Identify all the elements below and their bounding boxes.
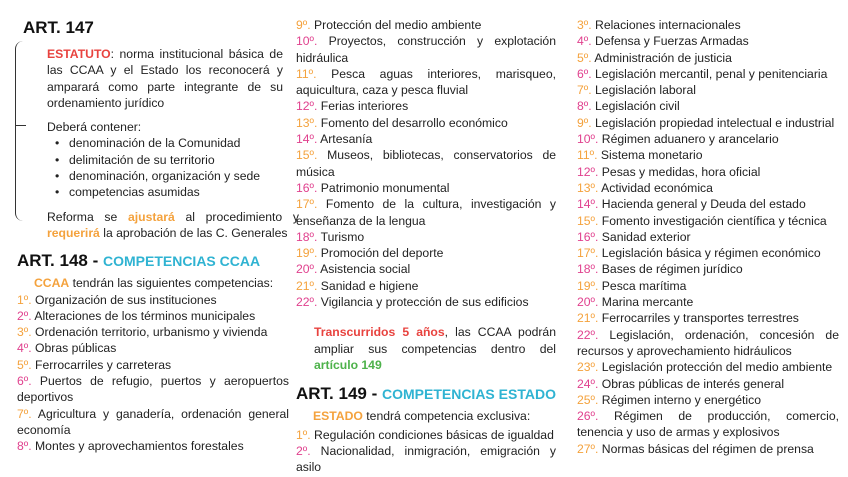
estatuto-paragraph: ESTATUTO: norma institucional básica de las CCAA y el Estado los reconocerá y amparará como parte integrante de su ordenamiento jurídico [47, 47, 283, 110]
art148-heading [17, 250, 289, 272]
competence-item [296, 66, 556, 99]
item-text: Protección del medio ambiente [310, 18, 482, 32]
item-number: 16º. [577, 229, 599, 244]
item-text: Montes y aprovechamientos forestales [31, 439, 244, 454]
item-number: 19º. [577, 278, 599, 293]
transcurridos-paragraph: Transcurridos 5 años, las CCAA podrán ampliar sus competencias dentro del artículo 149 [314, 325, 556, 372]
competence-item [577, 196, 839, 212]
competence-item [577, 164, 839, 180]
item-text: Legislación, ordenación, concesión de recursos y aprovechamiento hidráulicos [577, 327, 839, 358]
contener-list [47, 135, 289, 200]
competence-item [296, 17, 556, 33]
item-text: Defensa y Fuerzas Armadas [591, 34, 749, 49]
item-number: 1º. [296, 427, 311, 442]
competence-item [296, 229, 556, 245]
item-number: 17º. [296, 197, 318, 212]
item-text: Sistema monetario [597, 148, 703, 163]
item-number: 13º. [577, 180, 599, 195]
item-number: 3º. [577, 18, 592, 32]
item-text: Fomento investigación científica y técnica [598, 213, 827, 228]
competence-item [296, 131, 556, 147]
item-text: Legislación civil [591, 99, 680, 114]
item-number: 14º. [296, 132, 318, 147]
item-text: Régimen aduanero y arancelario [598, 132, 779, 147]
item-number: 18º. [577, 262, 599, 277]
item-text: Puertos de refugio, puertos y aeropuertos deportivos [17, 374, 289, 405]
contener-label: Deberá contener: [47, 120, 142, 135]
item-number: 6º. [17, 374, 32, 389]
item-number: 19º. [296, 246, 318, 261]
contener-bullet-item: • competencias asumidas [67, 184, 289, 200]
bracket-decoration [15, 41, 30, 221]
competence-item [296, 180, 556, 196]
item-text: Hacienda general y Deuda del estado [598, 197, 806, 212]
item-text: Regulación condiciones básicas de igualdad [310, 427, 554, 442]
competence-item [17, 340, 289, 356]
competence-item [577, 359, 839, 375]
item-number: 10º. [296, 34, 318, 49]
item-number: 6º. [577, 66, 592, 81]
competence-item [17, 406, 289, 439]
art148-intro: CCAA tendrán las siguientes competencias: [34, 276, 274, 291]
item-number: 11º. [577, 148, 598, 163]
item-text: Marina mercante [598, 295, 694, 310]
competence-item [17, 357, 289, 373]
competence-item [296, 245, 556, 261]
competence-item [577, 17, 839, 33]
competence-item [296, 115, 556, 131]
item-text: Alteraciones de los términos municipales [31, 308, 256, 323]
item-number: 24º. [577, 376, 599, 391]
item-number: 11º. [296, 66, 317, 81]
item-number: 8º. [17, 439, 32, 454]
competence-item [296, 33, 556, 66]
item-number: 5º. [577, 50, 592, 65]
competence-item [296, 427, 556, 443]
item-number: 9º. [577, 115, 592, 130]
column-right [577, 17, 839, 457]
item-number: 22º. [577, 327, 599, 342]
contener-bullet-item: • delimitación de su territorio [67, 152, 289, 168]
item-number: 20º. [577, 295, 599, 310]
item-number: 7º. [17, 406, 32, 421]
item-text: Nacionalidad, inmigración, emigración y asilo [296, 443, 556, 475]
item-text: Turismo [317, 229, 365, 244]
competence-item [577, 147, 839, 163]
competence-item [577, 213, 839, 229]
item-text: Asistencia social [317, 262, 411, 277]
contener-bullet-item: • denominación, organización y sede [67, 168, 289, 184]
competence-item [577, 261, 839, 277]
item-number: 18º. [296, 229, 318, 244]
item-text: Régimen interno y energético [598, 392, 761, 407]
item-number: 17º. [577, 246, 599, 261]
item-text: Ordenación territorio, urbanismo y vivienda [31, 325, 268, 340]
competence-item [296, 196, 556, 229]
competence-item [296, 261, 556, 277]
item-number: 3º. [17, 325, 32, 340]
competence-item [577, 441, 839, 457]
item-text: Obras públicas de interés general [598, 376, 785, 391]
art148-list-part1 [17, 292, 289, 455]
item-number: 21º. [577, 311, 599, 326]
competence-item [17, 292, 289, 308]
item-text: Sanidad exterior [598, 229, 691, 244]
item-number: 22º. [296, 295, 318, 310]
competence-item [296, 294, 556, 310]
competence-item [577, 66, 839, 82]
item-text: Pesas y medidas, hora oficial [598, 164, 761, 179]
item-text: Sanidad e higiene [317, 278, 419, 293]
item-number: 10º. [577, 132, 599, 147]
item-text: Legislación propiedad intelectual e industrial [591, 115, 835, 130]
item-number: 5º. [17, 357, 32, 372]
art149-intro: ESTADO tendrá competencia exclusiva: [313, 409, 531, 424]
item-number: 15º. [577, 213, 599, 228]
competence-item [17, 324, 289, 340]
competence-item [17, 373, 289, 406]
competence-item [577, 180, 839, 196]
item-number: 1º. [17, 292, 32, 307]
competence-item [296, 147, 556, 180]
item-text: Relaciones internacionales [591, 18, 741, 32]
contener-bullet-item: • denominación de la Comunidad [67, 135, 289, 151]
competence-item [577, 327, 839, 360]
item-number: 15º. [296, 148, 318, 163]
item-text: Agricultura y ganadería, ordenación general economía [17, 406, 289, 437]
competence-item [17, 438, 289, 454]
item-text: Obras públicas [31, 341, 117, 356]
item-text: Ferrocarriles y carreteras [31, 357, 172, 372]
competence-item [577, 245, 839, 261]
item-text: Régimen de producción, comercio, tenencia y uso de armas y explosivos [577, 409, 839, 440]
item-number: 7º. [577, 83, 592, 98]
art148-title: ART. 148 - [17, 251, 103, 271]
item-text: Normas básicas del régimen de prensa [598, 441, 814, 456]
item-number: 13º. [296, 115, 318, 130]
item-text: Ferias interiores [317, 99, 409, 114]
item-number: 9º. [296, 18, 311, 32]
competence-item [577, 278, 839, 294]
competence-item [296, 443, 556, 476]
item-text: Museos, bibliotecas, conservatorios de música [296, 148, 556, 179]
column-middle [296, 17, 556, 475]
item-number: 27º. [577, 441, 599, 456]
item-text: Organización de sus instituciones [31, 292, 217, 307]
item-text: Vigilancia y protección de sus edificios [317, 295, 529, 310]
item-text: Promoción del deporte [317, 246, 444, 261]
item-text: Legislación laboral [591, 83, 696, 98]
item-text: Ferrocarriles y transportes terrestres [598, 311, 799, 326]
item-number: 12º. [296, 99, 318, 114]
item-text: Pesca aguas interiores, marisqueo, aquicultura, caza y pesca fluvial [296, 66, 556, 98]
competence-item [577, 50, 839, 66]
competence-item [577, 294, 839, 310]
art149-subtitle: COMPETENCIAS ESTADO [381, 386, 556, 403]
art147-title: ART. 147 [23, 18, 94, 37]
competence-item [17, 308, 289, 324]
competence-item [296, 278, 556, 294]
item-text: Administración de justicia [591, 50, 732, 65]
competence-item [577, 408, 839, 441]
estatuto-word: ESTATUTO [47, 47, 111, 61]
competence-item [577, 98, 839, 114]
item-number: 4º. [17, 341, 32, 356]
art148-list-part2 [296, 17, 556, 310]
item-text: Legislación protección del medio ambiente [598, 360, 833, 375]
item-text: Actividad económica [598, 180, 713, 195]
item-number: 8º. [577, 99, 592, 114]
item-number: 26º. [577, 409, 599, 424]
competence-item [296, 98, 556, 114]
item-number: 4º. [577, 34, 592, 49]
item-text: Artesanía [317, 132, 373, 147]
item-number: 25º. [577, 392, 599, 407]
item-text: Legislación mercantil, penal y penitenciaria [591, 66, 828, 81]
item-text: Patrimonio monumental [317, 180, 450, 195]
item-number: 23º. [577, 360, 599, 375]
art149-list-part2 [577, 17, 839, 457]
art149-title: ART. 149 - [296, 384, 382, 404]
item-text: Legislación básica y régimen económico [598, 246, 821, 261]
art148-subtitle: COMPETENCIAS CCAA [102, 253, 261, 270]
column-left [17, 17, 299, 455]
item-text: Bases de régimen jurídico [598, 262, 743, 277]
item-text: Fomento de la cultura, investigación y enseñanza de la lengua [296, 197, 556, 228]
item-number: 2º. [296, 443, 311, 458]
item-number: 2º. [17, 308, 32, 323]
item-text: Pesca marítima [598, 278, 687, 293]
item-text: Fomento del desarrollo económico [317, 115, 508, 130]
competence-item [577, 115, 839, 131]
reforma-paragraph: Reforma se ajustará al procedimiento y requerirá la aprobación de las C. Generales [47, 209, 299, 240]
item-number: 12º. [577, 164, 599, 179]
art149-list-part1 [296, 427, 556, 476]
item-number: 14º. [577, 197, 599, 212]
competence-item [577, 310, 839, 326]
art147-body [17, 46, 299, 241]
competence-item [577, 82, 839, 98]
competence-item [577, 131, 839, 147]
item-number: 16º. [296, 180, 318, 195]
item-text: Proyectos, construcción y explotación hidráulica [296, 34, 556, 65]
competence-item [577, 376, 839, 392]
competence-item [577, 33, 839, 49]
competence-item [577, 392, 839, 408]
item-number: 21º. [296, 278, 318, 293]
competence-item [577, 229, 839, 245]
item-number: 20º. [296, 262, 318, 277]
art149-heading [296, 383, 556, 405]
